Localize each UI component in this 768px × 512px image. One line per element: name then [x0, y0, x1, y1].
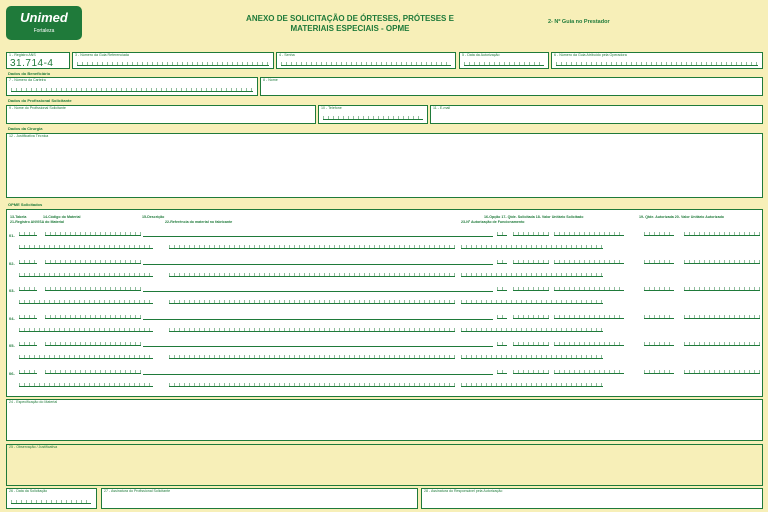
qtde-autorizada-ticks[interactable] [644, 315, 674, 319]
assinatura-responsavel-field[interactable] [421, 488, 763, 509]
autorizacao-func-ticks[interactable] [461, 355, 603, 359]
row-number: 04- [9, 315, 15, 321]
especificacao-field[interactable] [6, 399, 763, 441]
dados-beneficiario-section: Dados do Beneficiário [8, 71, 51, 76]
guia-referenciada-field[interactable] [72, 52, 274, 69]
descricao-line[interactable] [143, 236, 493, 237]
descricao-line[interactable] [143, 319, 493, 320]
codigo-ticks[interactable] [45, 260, 141, 264]
codigo-ticks[interactable] [45, 315, 141, 319]
ref-fabricante-ticks[interactable] [169, 355, 455, 359]
telefone-field[interactable] [318, 105, 428, 124]
opcao-ticks[interactable] [497, 342, 507, 346]
opcao-ticks[interactable] [497, 232, 507, 236]
nome-profissional-label: 9 - Nome do Profissional Solicitante [9, 106, 66, 110]
row-number: 01- [9, 233, 15, 238]
autorizacao-func-ticks[interactable] [461, 383, 603, 387]
qtde-solicitada-ticks[interactable] [513, 260, 549, 264]
anvisa-ticks[interactable] [19, 273, 153, 277]
descricao-line[interactable] [143, 374, 493, 375]
codigo-ticks[interactable] [45, 232, 141, 236]
qtde-autorizada-ticks[interactable] [644, 342, 674, 346]
guia-referenciada-ticks [77, 62, 269, 66]
numero-carteira-label: 7 - Número da Carteira [9, 78, 46, 82]
qtde-solicitada-ticks[interactable] [513, 315, 549, 319]
justificativa-label: 12 - Justificativa Técnica [9, 134, 49, 138]
numero-carteira-ticks [11, 88, 253, 92]
qtde-solicitada-ticks[interactable] [513, 342, 549, 346]
valor-autorizado-ticks[interactable] [684, 370, 760, 374]
email-label: 11 - E-mail [433, 106, 451, 110]
row-number: 03- [9, 288, 15, 293]
row-number: 02- [9, 260, 15, 266]
data-autorizacao-label: 5 - Data da Autorização [462, 53, 500, 57]
tabela-ticks[interactable] [19, 287, 37, 291]
qtde-solicitada-ticks[interactable] [513, 287, 549, 291]
anvisa-ticks[interactable] [19, 300, 153, 304]
header-codigo: 14-Código do Material [43, 215, 81, 219]
senha-field[interactable] [276, 52, 456, 69]
logo-name: Unimed [20, 10, 68, 25]
assinatura-responsavel-label: 28 - Assinatura do Responsável pela Autorização [424, 489, 503, 493]
header-tabela: 13-Tabela [10, 215, 27, 219]
qtde-solicitada-ticks[interactable] [513, 232, 549, 236]
descricao-line[interactable] [143, 264, 493, 265]
tabela-ticks[interactable] [19, 370, 37, 374]
tabela-ticks[interactable] [19, 232, 37, 236]
justificativa-field[interactable] [6, 133, 763, 198]
header-registro-anvisa: 21-Registro ANVISA do Material [10, 220, 65, 224]
data-solicitacao-ticks [11, 500, 91, 504]
tabela-ticks[interactable] [19, 260, 37, 264]
nome-beneficiario-field[interactable] [260, 77, 763, 96]
qtde-autorizada-ticks[interactable] [644, 287, 674, 291]
ref-fabricante-ticks[interactable] [169, 245, 455, 249]
valor-solicitado-ticks[interactable] [554, 342, 624, 346]
senha-ticks [281, 62, 451, 66]
qtde-solicitada-ticks[interactable] [513, 370, 549, 374]
registro-ans-value: 31.714-4 [10, 58, 54, 69]
logo-sub: Fortaleza [33, 28, 55, 34]
data-solicitacao-field[interactable] [6, 488, 97, 509]
opcao-ticks[interactable] [497, 370, 507, 374]
qtde-autorizada-ticks[interactable] [644, 260, 674, 264]
title-line-1: ANEXO DE SOLICITAÇÃO DE ÓRTESES, PRÓTESES E [246, 14, 454, 23]
header-qtde-autorizada: 19- Qtde. Autorizada 20- Valor Unitário Autorizado [639, 215, 724, 219]
header-ref-fabricante: 22-Referência do material no fabricante [165, 220, 233, 224]
row-number: 05- [9, 343, 15, 348]
especificacao-label: 24 - Especificação do Material [9, 400, 58, 404]
anvisa-ticks[interactable] [19, 383, 153, 387]
telefone-ticks [323, 116, 423, 120]
guia-operadora-ticks [556, 62, 758, 66]
autorizacao-func-ticks[interactable] [461, 245, 603, 249]
qtde-autorizada-ticks[interactable] [644, 232, 674, 236]
senha-label: 4 - Senha [279, 53, 295, 57]
observacao-field[interactable] [6, 444, 763, 486]
email-field[interactable] [430, 105, 763, 124]
guia-operadora-label: 6 - Número da Guia Atribuído pela Operadora [554, 53, 627, 57]
opcao-ticks[interactable] [497, 315, 507, 319]
opme-section: OPME Solicitados [8, 202, 43, 207]
tabela-ticks[interactable] [19, 342, 37, 346]
valor-autorizado-ticks[interactable] [684, 260, 760, 264]
ref-fabricante-ticks[interactable] [169, 328, 455, 332]
valor-solicitado-ticks[interactable] [554, 370, 624, 374]
codigo-ticks[interactable] [45, 370, 141, 374]
opcao-ticks[interactable] [497, 287, 507, 291]
tabela-ticks[interactable] [19, 315, 37, 319]
valor-solicitado-ticks[interactable] [554, 260, 624, 264]
ref-fabricante-ticks[interactable] [169, 300, 455, 304]
valor-autorizado-ticks[interactable] [684, 315, 760, 319]
qtde-autorizada-ticks[interactable] [644, 370, 674, 374]
autorizacao-func-ticks[interactable] [461, 300, 603, 304]
dados-cirurgia-section: Dados da Cirurgia [8, 126, 43, 131]
row-number: 06- [9, 370, 15, 376]
opme-table [6, 209, 763, 397]
guia-referenciada-label: 3 - Número da Guia Referenciada [75, 53, 129, 57]
nome-profissional-field[interactable] [6, 105, 316, 124]
assinatura-profissional-label: 27 - Assinatura do Profissional Solicitante [104, 489, 171, 493]
nome-beneficiario-label: 8 - Nome [263, 78, 278, 82]
ref-fabricante-ticks[interactable] [169, 273, 455, 277]
title-line-2: MATERIAIS ESPECIAIS - OPME [290, 24, 410, 33]
assinatura-profissional-field[interactable] [101, 488, 418, 509]
opcao-ticks[interactable] [497, 260, 507, 264]
observacao-label: 25 - Observação / Justificativa [9, 445, 58, 449]
valor-solicitado-ticks[interactable] [554, 287, 624, 291]
registro-ans-field[interactable] [6, 52, 70, 69]
ref-fabricante-ticks[interactable] [169, 383, 455, 387]
data-solicitacao-label: 26 - Data da Solicitação [9, 489, 48, 493]
valor-solicitado-ticks[interactable] [554, 232, 624, 236]
telefone-label: 10 - Telefone [321, 106, 342, 110]
autorizacao-func-ticks[interactable] [461, 328, 603, 332]
anvisa-ticks[interactable] [19, 328, 153, 332]
header-opcao-qtde: 16-Opção 17- Qtde. Solicitada 18- Valor Unitário Solicitado [484, 215, 584, 219]
numero-carteira-field[interactable] [6, 77, 258, 96]
dados-profissional-section: Dados do Profissional Solicitante [8, 98, 72, 103]
autorizacao-func-ticks[interactable] [461, 273, 603, 277]
header-descricao: 15-Descrição [142, 215, 165, 219]
valor-autorizado-ticks[interactable] [684, 287, 760, 291]
guia-operadora-field[interactable] [551, 52, 763, 69]
anvisa-ticks[interactable] [19, 355, 153, 359]
valor-solicitado-ticks[interactable] [554, 315, 624, 319]
anvisa-ticks[interactable] [19, 245, 153, 249]
descricao-line[interactable] [143, 291, 493, 292]
form-title [220, 14, 480, 34]
data-autorizacao-ticks [464, 62, 544, 66]
valor-autorizado-ticks[interactable] [684, 342, 760, 346]
codigo-ticks[interactable] [45, 342, 141, 346]
guia-prestador-label: 2- Nº Guia no Prestador [548, 19, 610, 25]
header-autorizacao-func: 23-Nº Autorização de Funcionamento [461, 220, 525, 224]
codigo-ticks[interactable] [45, 287, 141, 291]
registro-ans-label: 1 - Registro ANS [9, 53, 36, 57]
data-autorizacao-field[interactable] [459, 52, 549, 69]
valor-autorizado-ticks[interactable] [684, 232, 760, 236]
unimed-logo [6, 6, 82, 40]
descricao-line[interactable] [143, 346, 493, 347]
